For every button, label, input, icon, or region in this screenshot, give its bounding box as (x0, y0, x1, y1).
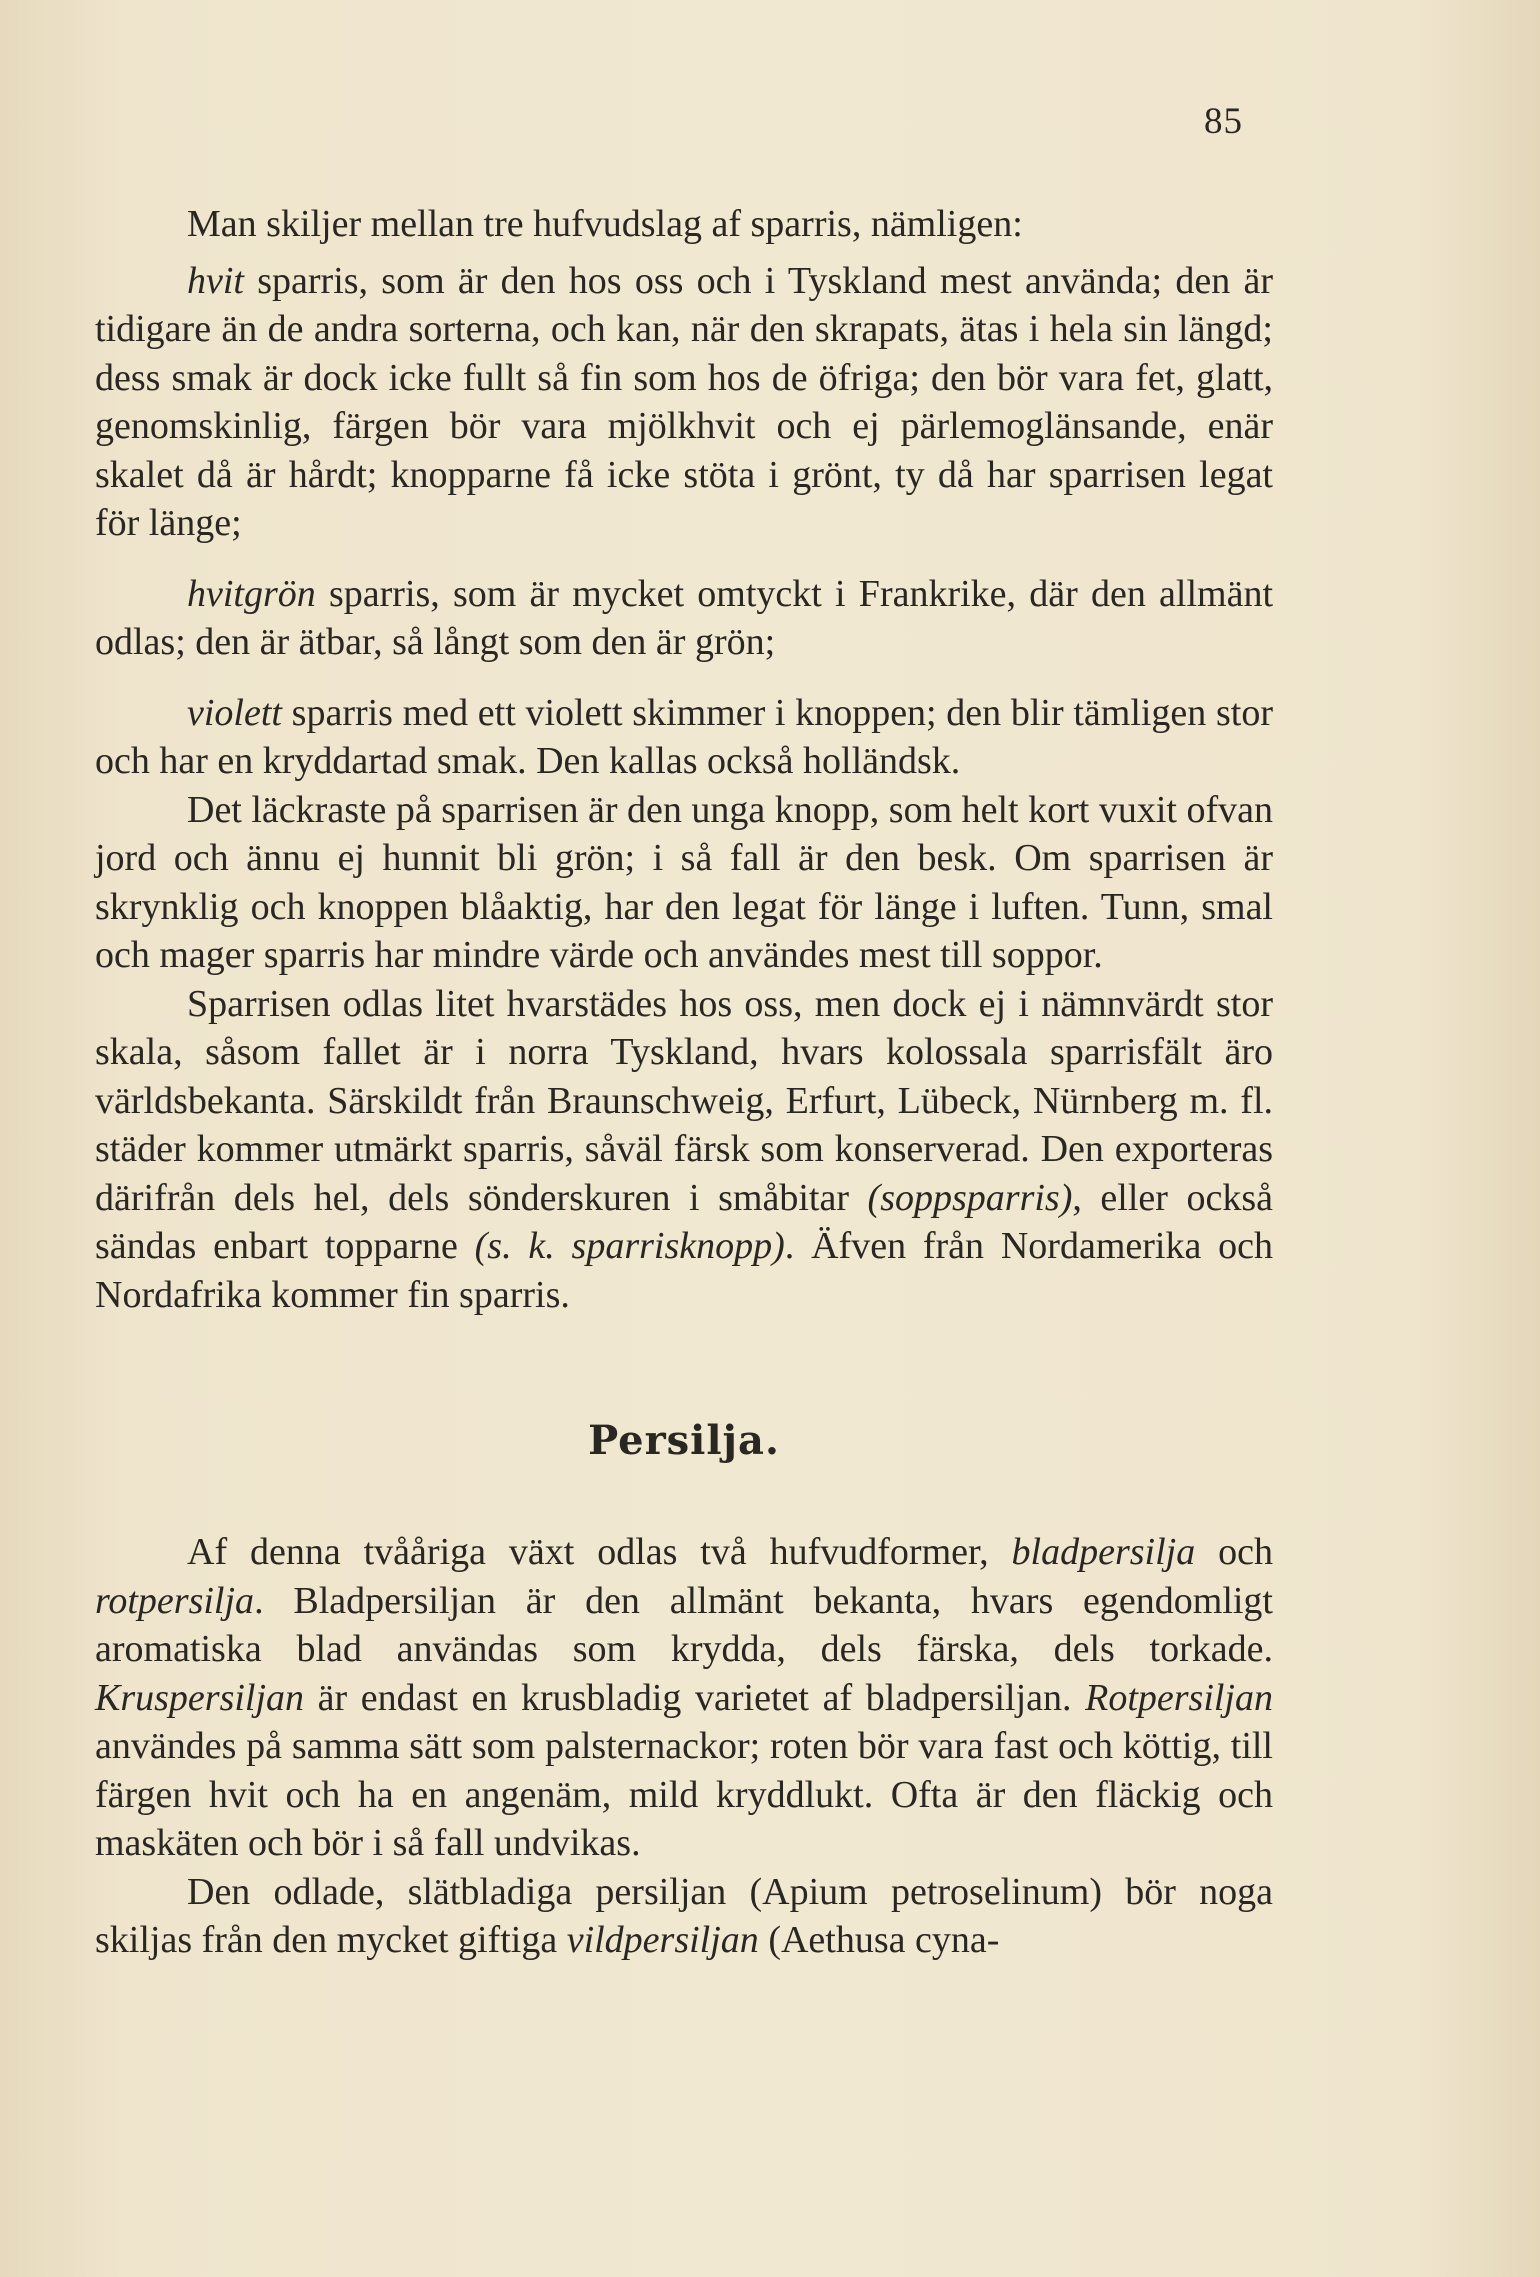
term-sparrisknopp: (s. k. sparrisknopp) (474, 1225, 785, 1267)
p1-text-c: . Bladpersiljan är den allmänt bekanta, hvars egendomligt aromatiska blad användas som krydda, dels färska, dels torkade. (95, 1579, 1273, 1670)
asparagus-whitegreen (95, 570, 1273, 667)
whitegreen-text: sparris, som är mycket omtyckt i Frankrike, där den allmänt odlas; den är ätbar, så långt som den är grön; (95, 572, 1273, 663)
parsley-paragraph-2 (95, 1868, 1273, 1965)
term-soppsparris: (soppsparris) (867, 1176, 1073, 1219)
cultivation-text-a: Sparrisen odlas litet hvarstädes hos oss, men dock ej i nämnvärdt stor skala, såsom fallet är i norra Tyskland, hvars kolossala sparrisfält äro världsbekanta. Särskildt från Braunschweig, Erfurt, Lübeck, Nürnberg m. fl. städer kommer utmärkt sparris, såväl färsk som konserverad. Den exporteras därifrån dels hel, dels sönderskuren i småbitar (95, 982, 1273, 1219)
term-rotpersilja: rotpersilja (95, 1579, 255, 1622)
term-white: hvit (187, 259, 244, 302)
term-bladpersilja: bladpersilja (1011, 1531, 1196, 1573)
p2-text-a: Den odlade, slätbladiga persiljan (Apium petroselinum) bör noga skiljas från den mycket giftiga (95, 1870, 1273, 1961)
term-kruspersiljan: Kruspersiljan (95, 1676, 305, 1719)
term-vildpersiljan: vildpersiljan (566, 1919, 759, 1961)
asparagus-intro (95, 200, 1273, 249)
body-text (95, 200, 1273, 1965)
term-rotpersiljan: Rotpersiljan (1085, 1676, 1273, 1719)
cultivation-text-b: , eller också sändas enbart topparne (95, 1176, 1273, 1267)
term-violet: violett (187, 691, 282, 734)
p1-text-e: användes på samma sätt som palsternackor; roten bör vara fast och köttig, till färgen hvit och ha en angenäm, mild kryddlukt. Ofta är den fläckig och maskäten och bör i så fall undvikas. (95, 1725, 1273, 1864)
p1-text-b: och (1195, 1531, 1273, 1573)
p2-text-b: (Aethusa cyna- (758, 1919, 1000, 1961)
white-text: sparris, som är den hos oss och i Tyskland mest använda; den är tidigare än de andra sorterna, och kan, när den skrapats, ätas i hela sin längd; dess smak är dock icke fullt så fin som hos de öfriga; den bör vara fet, glatt, genomskinlig, färgen bör vara mjölkhvit och ej pärlemoglänsande, enär skalet då är hårdt; knopparne få icke stöta i grönt, ty då har sparrisen legat för länge; (95, 259, 1273, 544)
p1-text-a: Af denna tvååriga växt odlas två hufvudformer, (187, 1531, 1012, 1573)
quality-text: Det läckraste på sparrisen är den unga knopp, som helt kort vuxit ofvan jord och ännu ej hunnit bli grön; i så fall är den besk. Om sparrisen är skrynklig och knoppen blåaktig, har den legat för länge i luften. Tunn, smal och mager sparris har mindre värde och användes mest till soppor. (95, 788, 1273, 976)
cultivation-text-c: . Äfven från Nordamerika och Nordafrika kommer fin sparris. (95, 1225, 1274, 1316)
intro-text: Man skiljer mellan tre hufvudslag af sparris, nämligen: (187, 203, 1023, 245)
asparagus-white (95, 257, 1273, 548)
asparagus-violet (95, 689, 1273, 786)
asparagus-cultivation (95, 980, 1273, 1320)
asparagus-quality (95, 786, 1273, 980)
parsley-paragraph-1 (95, 1528, 1273, 1868)
section-heading-persilja: Persilja. (588, 1417, 780, 1464)
violet-text: sparris med ett violett skimmer i knoppen; den blir tämligen stor och har en kryddartad smak. Den kallas också holländsk. (95, 691, 1273, 782)
term-whitegreen: hvitgrön (187, 572, 316, 615)
p1-text-d: är endast en krusbladig varietet af bladpersiljan. (304, 1676, 1086, 1719)
page-number: 85 (1204, 101, 1243, 142)
